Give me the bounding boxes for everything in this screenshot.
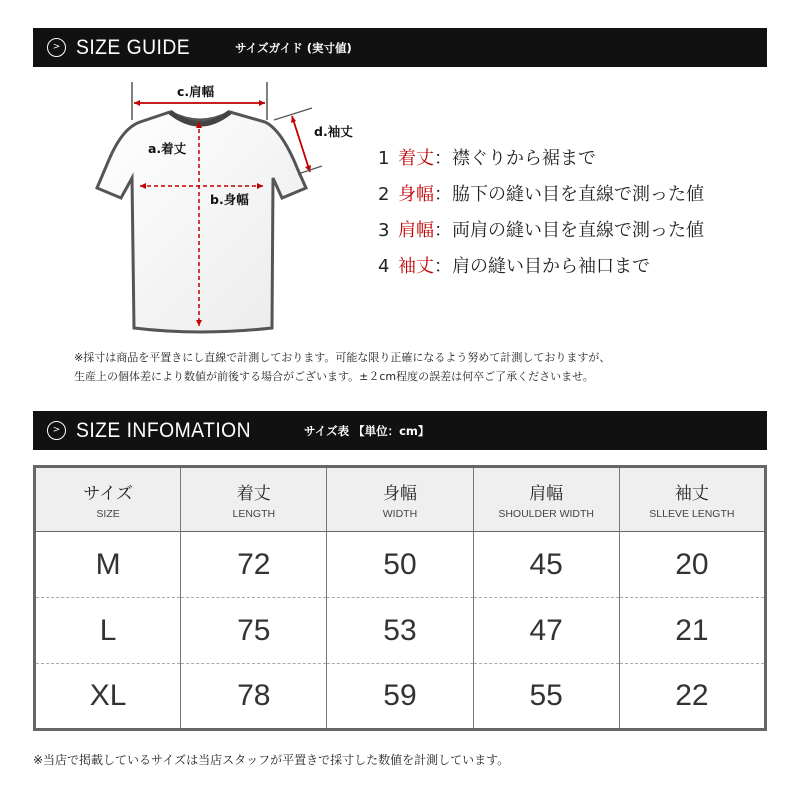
column-header-width: 身幅 WIDTH bbox=[327, 467, 473, 532]
legend-item: 4 袖丈：肩の縫い目から袖口まで bbox=[378, 256, 650, 277]
tshirt-body bbox=[97, 112, 306, 332]
label-shoulder-width: c.肩幅 bbox=[177, 84, 215, 99]
cell-length: 78 bbox=[181, 664, 327, 730]
cell-size: M bbox=[95, 547, 121, 581]
cell-shoulder-width: 47 bbox=[473, 598, 619, 664]
cell-sleeve-length: 20 bbox=[619, 532, 765, 598]
size-info-subtitle: サイズ表 【単位：cm】 bbox=[304, 423, 430, 438]
label-sleeve-length: d.袖丈 bbox=[314, 124, 353, 139]
table-header-row bbox=[35, 467, 766, 532]
column-header-length: 着丈 LENGTH bbox=[181, 467, 327, 532]
size-guide-header bbox=[33, 28, 767, 67]
column-header-sleeve-length: 袖丈 SLLEVE LENGTH bbox=[619, 467, 765, 532]
size-guide-subtitle: サイズガイド (実寸値) bbox=[235, 40, 352, 55]
size-guide-title: SIZE GUIDE bbox=[76, 35, 191, 59]
table-row bbox=[35, 532, 766, 598]
size-info-header bbox=[33, 411, 767, 450]
circle-chevron-right-icon: > bbox=[47, 38, 66, 57]
cell-length: 72 bbox=[181, 532, 327, 598]
size-table bbox=[33, 465, 767, 731]
cell-width: 53 bbox=[327, 598, 473, 664]
legend-item: 2 身幅：脇下の縫い目を直線で測った値 bbox=[378, 184, 704, 205]
table-row bbox=[35, 598, 766, 664]
cell-shoulder-width: 55 bbox=[473, 664, 619, 730]
cell-width: 50 bbox=[327, 532, 473, 598]
label-body-width: b.身幅 bbox=[210, 192, 249, 207]
measure-note-line: ※採寸は商品を平置きにし直線で計測しております。可能な限り正確になるよう努めて計測しておりますが、 bbox=[74, 351, 611, 364]
cell-length: 75 bbox=[181, 598, 327, 664]
column-header-shoulder-width: 肩幅 SHOULDER WIDTH bbox=[473, 467, 619, 532]
tshirt-measurement-diagram bbox=[60, 70, 380, 350]
table-row bbox=[35, 664, 766, 730]
cell-shoulder-width: 45 bbox=[473, 532, 619, 598]
circle-chevron-right-icon: > bbox=[47, 421, 66, 440]
size-info-title: SIZE INFOMATION bbox=[76, 418, 252, 442]
cell-size: L bbox=[35, 598, 181, 664]
legend-item: 3 肩幅：両肩の縫い目を直線で測った値 bbox=[378, 220, 704, 241]
cell-sleeve-length: 22 bbox=[619, 664, 765, 730]
cell-sleeve-length: 21 bbox=[619, 598, 765, 664]
cell-width: 59 bbox=[327, 664, 473, 730]
measure-note-line: 生産上の個体差により数値が前後する場合がございます。±２cm程度の誤差は何卒ご了承くださいませ。 bbox=[74, 370, 594, 383]
legend-item: 1 着丈：襟ぐりから裾まで bbox=[378, 148, 596, 169]
cell-size: XL bbox=[35, 664, 181, 730]
label-length: a.着丈 bbox=[148, 141, 187, 156]
footnote: ※当店で掲載しているサイズは当店スタッフが平置きで採寸した数値を計測しています。 bbox=[33, 753, 510, 767]
column-header-size: サイズ SIZE bbox=[35, 467, 181, 532]
